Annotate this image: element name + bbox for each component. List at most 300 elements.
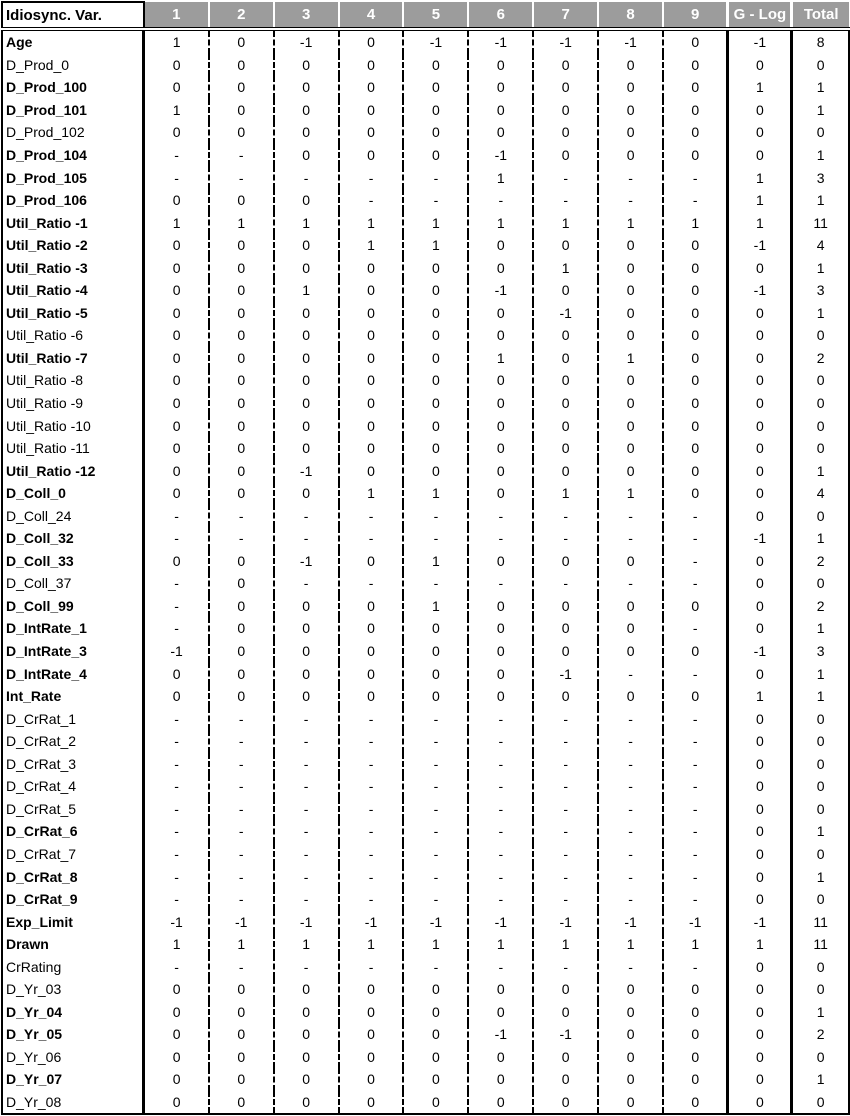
cell-col-8: -: [598, 843, 663, 866]
cell-col-7: -1: [533, 910, 598, 933]
cell-col-5: -1: [403, 29, 468, 54]
cell-total: 1: [792, 865, 849, 888]
cell-col-5: 0: [403, 459, 468, 482]
cell-total: 1: [792, 189, 849, 212]
cell-col-3: 0: [274, 482, 339, 505]
table-row: [2, 730, 849, 753]
cell-col-6: 0: [468, 369, 533, 392]
cell-col-1: 1: [172, 214, 181, 231]
cell-col-1: -: [174, 868, 179, 885]
cell-col-2: 0: [209, 437, 274, 460]
cell-total: 0: [792, 888, 849, 911]
cell-col-9: 0: [663, 1068, 728, 1091]
cell-col-4: 0: [339, 1068, 404, 1091]
cell-col-5: 0: [403, 347, 468, 370]
cell-col-6: 0: [468, 595, 533, 618]
cell-col-4: -: [339, 753, 404, 776]
cell-col-7: 0: [533, 1068, 598, 1091]
table-row: [2, 595, 849, 618]
table-row: [2, 955, 849, 978]
variable-name: D_CrRat_8: [2, 865, 144, 888]
cell-col-3: 0: [274, 1046, 339, 1069]
cell-col-1: 1: [172, 936, 181, 953]
variable-name: D_CrRat_1: [2, 707, 144, 730]
cell-g-log: 0: [728, 99, 792, 122]
cell-col-6: 0: [468, 978, 533, 1001]
variable-name: Util_Ratio -1: [2, 211, 144, 234]
cell-col-5: 0: [403, 1046, 468, 1069]
variable-name: D_Prod_105: [2, 166, 144, 189]
cell-col-2: 0: [209, 256, 274, 279]
cell-col-5: 0: [403, 279, 468, 302]
cell-col-6: -: [468, 527, 533, 550]
cell-col-2: -: [209, 144, 274, 167]
variable-name: Util_Ratio -3: [2, 256, 144, 279]
table-row: [2, 459, 849, 482]
cell-col-6: 0: [468, 302, 533, 325]
cell-col-3: 0: [274, 144, 339, 167]
cell-col-8: -: [598, 955, 663, 978]
cell-col-2: -: [209, 798, 274, 821]
cell-col-4: 0: [339, 144, 404, 167]
cell-g-log: 0: [728, 572, 792, 595]
cell-col-5: 0: [403, 1001, 468, 1024]
cell-col-7: -1: [533, 29, 598, 54]
cell-col-5: 0: [403, 144, 468, 167]
cell-col-7: 0: [533, 121, 598, 144]
cell-col-3: 0: [274, 347, 339, 370]
cell-col-9: -: [663, 189, 728, 212]
cell-col-3: 0: [274, 99, 339, 122]
cell-col-7: -: [533, 820, 598, 843]
cell-col-4: -: [339, 504, 404, 527]
cell-g-log: 1: [728, 933, 792, 956]
table-row: [2, 1091, 849, 1115]
cell-col-4: 0: [339, 550, 404, 573]
cell-col-2: 0: [209, 459, 274, 482]
cell-col-6: -: [468, 955, 533, 978]
cell-col-4: 0: [339, 414, 404, 437]
cell-col-6: 0: [468, 662, 533, 685]
cell-g-log: 0: [728, 775, 792, 798]
cell-total: 1: [792, 459, 849, 482]
cell-col-4: 0: [339, 302, 404, 325]
cell-col-6: 0: [468, 1046, 533, 1069]
cell-total: 0: [792, 572, 849, 595]
cell-col-4: -: [339, 798, 404, 821]
cell-total: 0: [792, 324, 849, 347]
variable-name: D_Coll_37: [2, 572, 144, 595]
cell-total: 11: [792, 211, 849, 234]
cell-col-1: 0: [144, 1091, 209, 1115]
cell-g-log: 0: [728, 302, 792, 325]
cell-total: 8: [792, 29, 849, 54]
cell-col-5: 0: [403, 978, 468, 1001]
cell-col-2: 0: [209, 1046, 274, 1069]
cell-col-4: -: [339, 707, 404, 730]
cell-col-7: 0: [533, 1046, 598, 1069]
cell-col-3: -1: [274, 910, 339, 933]
cell-col-5: 0: [403, 99, 468, 122]
cell-col-3: -: [274, 775, 339, 798]
cell-col-4: -: [339, 865, 404, 888]
cell-col-4: 0: [339, 76, 404, 99]
cell-col-4: 0: [339, 978, 404, 1001]
cell-g-log: 0: [728, 392, 792, 415]
cell-col-4: 1: [339, 211, 404, 234]
cell-col-9: 0: [663, 347, 728, 370]
cell-col-6: 0: [468, 1091, 533, 1115]
cell-col-9: 0: [663, 685, 728, 708]
cell-col-5: 1: [403, 211, 468, 234]
cell-col-2: 0: [209, 324, 274, 347]
cell-g-log: -1: [728, 234, 792, 257]
cell-g-log: 0: [728, 865, 792, 888]
cell-col-5: 0: [403, 302, 468, 325]
cell-col-4: -: [339, 775, 404, 798]
cell-col-1: -: [174, 575, 179, 592]
cell-total: 3: [792, 640, 849, 663]
cell-col-7: -1: [533, 662, 598, 685]
cell-col-6: 0: [468, 54, 533, 77]
cell-col-2: 0: [209, 482, 274, 505]
cell-col-2: 0: [209, 617, 274, 640]
cell-col-9: -: [663, 820, 728, 843]
table-row: [2, 798, 849, 821]
cell-col-1: 0: [172, 192, 181, 209]
cell-g-log: 0: [728, 730, 792, 753]
cell-col-9: -: [663, 617, 728, 640]
cell-col-3: 0: [274, 189, 339, 212]
cell-col-2: 1: [209, 211, 274, 234]
cell-col-6: 0: [468, 324, 533, 347]
cell-col-1: -: [174, 891, 179, 908]
variable-name: Util_Ratio -12: [2, 459, 144, 482]
cell-col-6: -1: [468, 144, 533, 167]
cell-g-log: 0: [728, 437, 792, 460]
cell-col-3: 1: [274, 933, 339, 956]
cell-col-7: -: [533, 730, 598, 753]
table-row: [2, 1023, 849, 1046]
cell-col-5: -: [403, 820, 468, 843]
cell-col-6: 0: [468, 459, 533, 482]
cell-total: 0: [792, 707, 849, 730]
cell-col-5: -: [403, 189, 468, 212]
cell-col-8: 0: [598, 617, 663, 640]
header-col-8: 8: [598, 2, 663, 29]
variable-name: D_IntRate_4: [2, 662, 144, 685]
cell-col-4: -: [339, 955, 404, 978]
cell-total: 0: [792, 843, 849, 866]
variable-name: D_Prod_0: [2, 54, 144, 77]
cell-total: 1: [792, 1068, 849, 1091]
cell-col-2: -: [209, 955, 274, 978]
cell-col-9: -: [663, 753, 728, 776]
cell-col-4: 0: [339, 279, 404, 302]
table-row: [2, 76, 849, 99]
cell-col-5: 1: [403, 234, 468, 257]
cell-g-log: -1: [728, 527, 792, 550]
cell-col-3: 0: [274, 234, 339, 257]
cell-total: 1: [792, 144, 849, 167]
cell-col-9: 0: [663, 76, 728, 99]
table-row: [2, 504, 849, 527]
cell-col-1: 1: [172, 34, 181, 51]
cell-col-7: -: [533, 189, 598, 212]
variable-name: Util_Ratio -2: [2, 234, 144, 257]
variable-name: D_Yr_05: [2, 1023, 144, 1046]
cell-col-3: 0: [274, 324, 339, 347]
cell-col-1: -: [174, 800, 179, 817]
cell-col-3: 0: [274, 640, 339, 663]
cell-col-1: 1: [172, 101, 181, 118]
variable-name: D_Coll_24: [2, 504, 144, 527]
cell-col-4: -: [339, 166, 404, 189]
header-col-2: 2: [209, 2, 274, 29]
cell-col-9: 1: [663, 933, 728, 956]
cell-g-log: -1: [728, 910, 792, 933]
cell-col-4: -: [339, 888, 404, 911]
cell-col-1: -: [174, 710, 179, 727]
cell-total: 0: [792, 798, 849, 821]
cell-total: 1: [792, 99, 849, 122]
cell-col-2: 0: [209, 121, 274, 144]
cell-col-8: 1: [598, 211, 663, 234]
cell-col-6: -1: [468, 29, 533, 54]
cell-col-9: 0: [663, 29, 728, 54]
cell-col-5: -: [403, 775, 468, 798]
cell-col-2: 0: [209, 369, 274, 392]
cell-col-2: -: [209, 527, 274, 550]
cell-col-2: -: [209, 820, 274, 843]
cell-col-3: 0: [274, 685, 339, 708]
cell-col-4: 0: [339, 640, 404, 663]
cell-col-2: 0: [209, 392, 274, 415]
cell-total: 0: [792, 392, 849, 415]
cell-col-4: 0: [339, 54, 404, 77]
cell-col-9: 0: [663, 978, 728, 1001]
cell-col-1: 0: [172, 304, 181, 321]
cell-col-1: 0: [172, 552, 181, 569]
cell-col-5: 0: [403, 324, 468, 347]
cell-col-9: 0: [663, 302, 728, 325]
table-body: [2, 29, 849, 1114]
cell-col-8: -: [598, 798, 663, 821]
cell-col-7: 0: [533, 459, 598, 482]
cell-col-8: 0: [598, 978, 663, 1001]
cell-col-8: -: [598, 572, 663, 595]
cell-col-1: 0: [172, 349, 181, 366]
cell-col-5: -: [403, 707, 468, 730]
table-row: [2, 256, 849, 279]
table-row: [2, 99, 849, 122]
cell-col-1: 0: [172, 485, 181, 502]
cell-total: 1: [792, 1001, 849, 1024]
cell-total: 1: [792, 820, 849, 843]
cell-col-8: 0: [598, 550, 663, 573]
cell-col-8: -: [598, 504, 663, 527]
cell-col-5: 0: [403, 1068, 468, 1091]
cell-col-3: -: [274, 504, 339, 527]
cell-col-5: -: [403, 572, 468, 595]
cell-col-8: 0: [598, 685, 663, 708]
table-row: [2, 617, 849, 640]
cell-col-3: 0: [274, 302, 339, 325]
cell-col-5: 0: [403, 662, 468, 685]
cell-g-log: 0: [728, 978, 792, 1001]
cell-col-2: 0: [209, 685, 274, 708]
cell-g-log: 0: [728, 1046, 792, 1069]
cell-col-2: -: [209, 504, 274, 527]
cell-col-8: -: [598, 662, 663, 685]
cell-col-9: -: [663, 798, 728, 821]
cell-col-8: -: [598, 189, 663, 212]
cell-col-1: -: [174, 845, 179, 862]
cell-col-7: 0: [533, 324, 598, 347]
cell-g-log: 0: [728, 256, 792, 279]
variable-name: Util_Ratio -5: [2, 302, 144, 325]
cell-g-log: 0: [728, 888, 792, 911]
table-row: [2, 121, 849, 144]
cell-col-7: 0: [533, 99, 598, 122]
cell-col-1: -: [174, 755, 179, 772]
cell-total: 0: [792, 753, 849, 776]
header-g-log: G - Log: [728, 2, 792, 29]
cell-col-7: 0: [533, 234, 598, 257]
cell-g-log: -1: [728, 640, 792, 663]
cell-g-log: 0: [728, 54, 792, 77]
cell-col-2: 0: [209, 302, 274, 325]
cell-col-4: -: [339, 843, 404, 866]
variable-name: D_CrRat_9: [2, 888, 144, 911]
cell-g-log: -1: [728, 279, 792, 302]
cell-col-7: 0: [533, 54, 598, 77]
variable-name: D_CrRat_2: [2, 730, 144, 753]
cell-col-9: 0: [663, 324, 728, 347]
cell-col-7: -: [533, 888, 598, 911]
cell-col-3: -1: [274, 459, 339, 482]
cell-total: 2: [792, 1023, 849, 1046]
cell-col-7: 0: [533, 550, 598, 573]
cell-col-6: 0: [468, 256, 533, 279]
cell-col-5: 1: [403, 482, 468, 505]
cell-col-7: -: [533, 775, 598, 798]
cell-col-5: -1: [403, 910, 468, 933]
cell-col-6: 0: [468, 76, 533, 99]
cell-g-log: 1: [728, 76, 792, 99]
cell-col-8: 0: [598, 640, 663, 663]
cell-col-7: 0: [533, 392, 598, 415]
cell-col-2: 0: [209, 550, 274, 573]
cell-col-8: -: [598, 820, 663, 843]
cell-col-3: -: [274, 955, 339, 978]
cell-col-7: -: [533, 955, 598, 978]
cell-col-7: -: [533, 504, 598, 527]
cell-col-8: -: [598, 166, 663, 189]
cell-col-4: -: [339, 189, 404, 212]
cell-col-9: 0: [663, 392, 728, 415]
table-row: [2, 347, 849, 370]
cell-col-2: 0: [209, 414, 274, 437]
cell-total: 11: [792, 910, 849, 933]
cell-col-4: 0: [339, 1023, 404, 1046]
header-col-6: 6: [468, 2, 533, 29]
cell-col-1: 0: [172, 417, 181, 434]
cell-total: 1: [792, 76, 849, 99]
cell-col-2: -: [209, 865, 274, 888]
cell-col-8: 1: [598, 933, 663, 956]
variable-name: Util_Ratio -9: [2, 392, 144, 415]
cell-col-6: -: [468, 798, 533, 821]
cell-col-4: 0: [339, 595, 404, 618]
cell-col-8: 0: [598, 1046, 663, 1069]
cell-col-6: -: [468, 843, 533, 866]
cell-col-1: 0: [172, 56, 181, 73]
variable-name: D_Coll_0: [2, 482, 144, 505]
cell-col-3: 0: [274, 1068, 339, 1091]
table-row: [2, 527, 849, 550]
variable-name: D_Yr_07: [2, 1068, 144, 1091]
cell-col-6: 0: [468, 640, 533, 663]
table-row: [2, 640, 849, 663]
cell-col-7: -1: [533, 302, 598, 325]
cell-col-3: -: [274, 707, 339, 730]
cell-col-1: 0: [172, 282, 181, 299]
cell-col-4: -: [339, 730, 404, 753]
cell-col-2: -: [209, 843, 274, 866]
cell-col-6: -: [468, 775, 533, 798]
variable-name: D_CrRat_3: [2, 753, 144, 776]
cell-col-3: -: [274, 888, 339, 911]
cell-col-3: 0: [274, 121, 339, 144]
cell-col-9: 0: [663, 1046, 728, 1069]
cell-g-log: 0: [728, 144, 792, 167]
table-row: [2, 753, 849, 776]
cell-col-7: 1: [533, 211, 598, 234]
cell-col-5: 0: [403, 392, 468, 415]
cell-col-7: 0: [533, 640, 598, 663]
table-row: [2, 302, 849, 325]
cell-col-2: -: [209, 888, 274, 911]
cell-col-9: -: [663, 662, 728, 685]
table-row: [2, 1046, 849, 1069]
cell-col-5: 0: [403, 76, 468, 99]
cell-col-6: 0: [468, 1001, 533, 1024]
cell-g-log: 0: [728, 1068, 792, 1091]
table-row: [2, 865, 849, 888]
cell-col-3: -: [274, 166, 339, 189]
variable-name: D_Coll_33: [2, 550, 144, 573]
cell-col-5: 1: [403, 595, 468, 618]
cell-col-8: 0: [598, 256, 663, 279]
cell-col-8: 0: [598, 459, 663, 482]
cell-col-8: 0: [598, 369, 663, 392]
cell-col-1: -: [174, 958, 179, 975]
cell-col-7: -: [533, 753, 598, 776]
cell-col-8: 0: [598, 324, 663, 347]
cell-col-9: -: [663, 504, 728, 527]
cell-col-6: 0: [468, 414, 533, 437]
cell-col-3: 0: [274, 1001, 339, 1024]
cell-col-6: 1: [468, 211, 533, 234]
cell-col-1: 0: [172, 981, 181, 998]
cell-col-4: 1: [339, 234, 404, 257]
table-row: [2, 662, 849, 685]
cell-g-log: 1: [728, 166, 792, 189]
header-variable: Idiosync. Var.: [2, 2, 144, 29]
cell-g-log: 0: [728, 369, 792, 392]
variable-name: D_Yr_06: [2, 1046, 144, 1069]
